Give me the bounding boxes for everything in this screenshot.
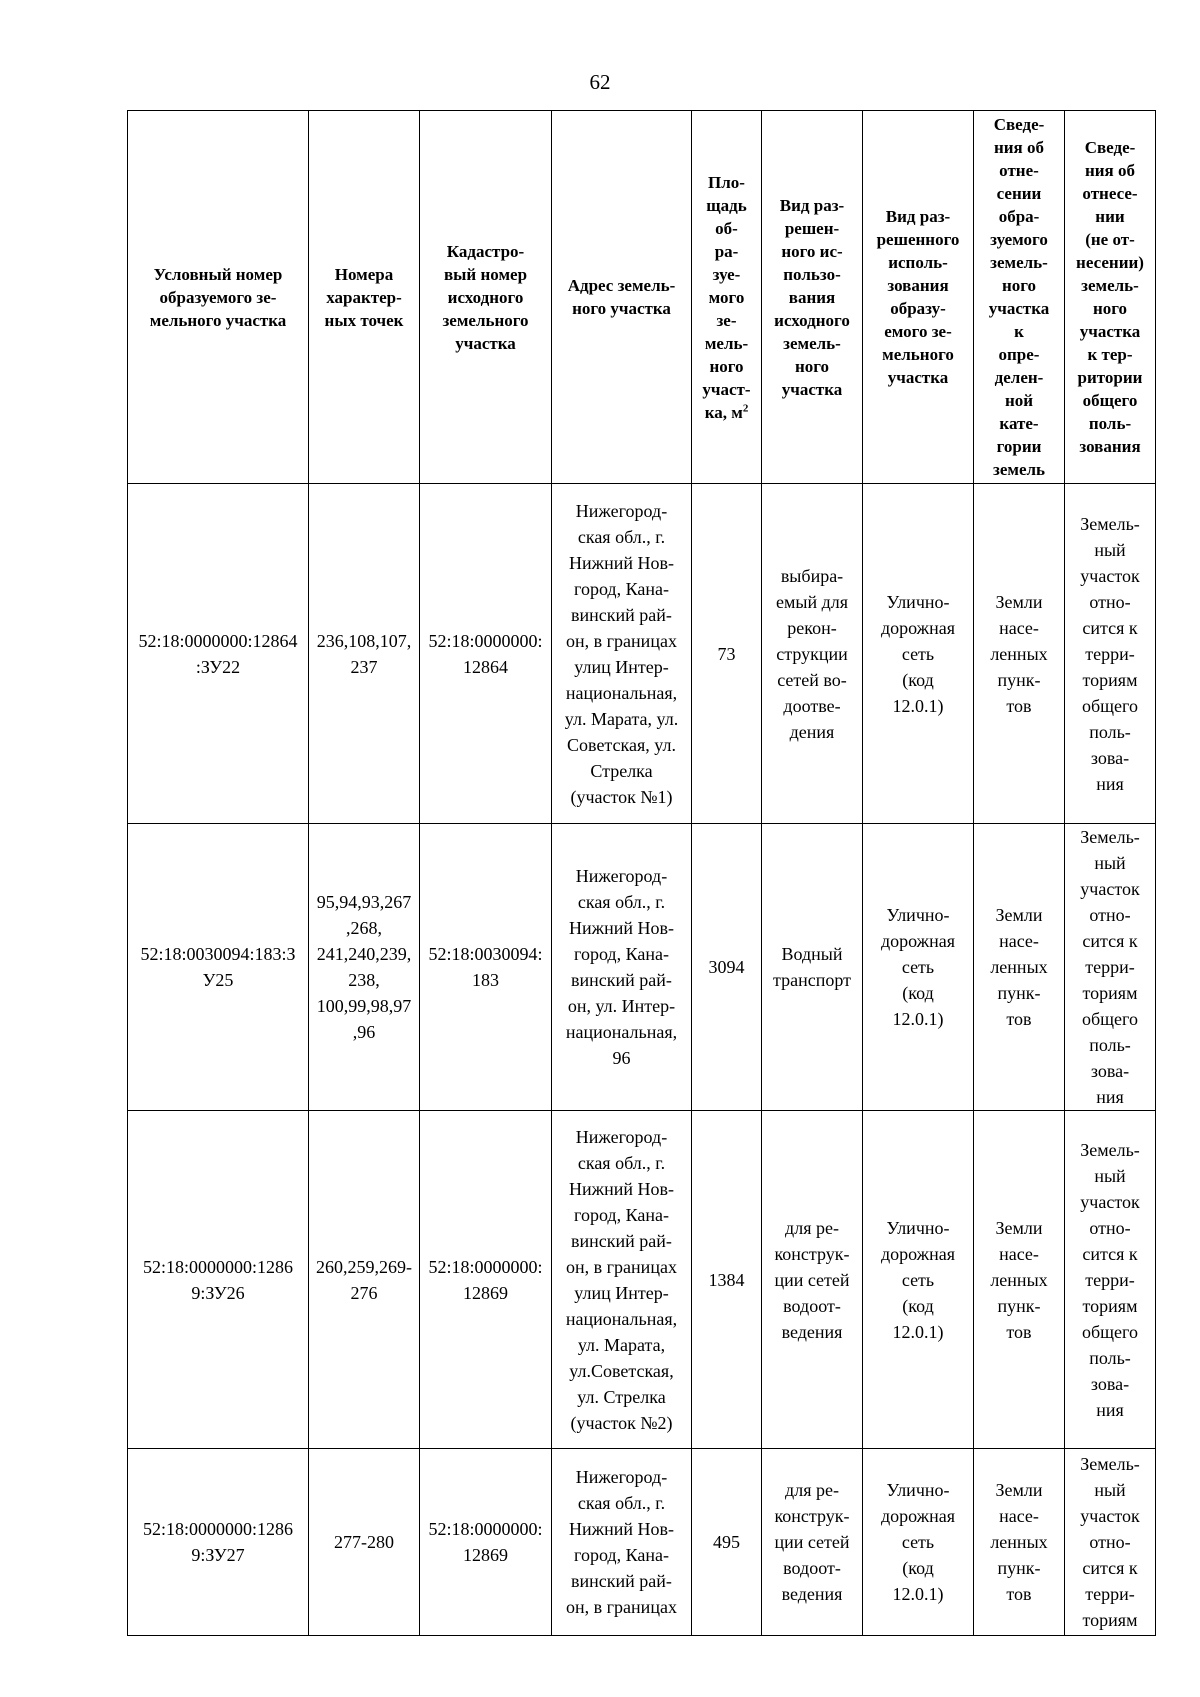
header-points: Номера характер- ных точек bbox=[309, 111, 420, 484]
cell-cadastral: 52:18:0000000: 12869 bbox=[420, 1449, 552, 1636]
cell-category: Земли насе- ленных пунк- тов bbox=[974, 484, 1065, 824]
header-public: Сведе- ния об отнесе- нии (не от- несении) земель- ного участка к тер- ритории общего поль- зования bbox=[1065, 111, 1156, 484]
table-row bbox=[128, 824, 1156, 1111]
header-use-source: Вид раз- решен- ного ис- пользо- вания исходного земель- ного участка bbox=[762, 111, 863, 484]
cell-points: 277-280 bbox=[309, 1449, 420, 1636]
cell-category: Земли насе- ленных пунк- тов bbox=[974, 1111, 1065, 1449]
header-row bbox=[128, 111, 1156, 484]
cell-use-new: Улично- дорожная сеть (код 12.0.1) bbox=[863, 1111, 974, 1449]
area-unit-superscript: 2 bbox=[742, 401, 749, 414]
cell-public: Земель- ный участок отно- сится к терри- ториям общего поль- зова- ния bbox=[1065, 1111, 1156, 1449]
table-row bbox=[128, 1449, 1156, 1636]
cell-cadastral: 52:18:0000000: 12864 bbox=[420, 484, 552, 824]
cell-use-new: Улично- дорожная сеть (код 12.0.1) bbox=[863, 484, 974, 824]
cell-use-new: Улично- дорожная сеть (код 12.0.1) bbox=[863, 1449, 974, 1636]
cell-area: 495 bbox=[692, 1449, 762, 1636]
cell-category: Земли насе- ленных пунк- тов bbox=[974, 824, 1065, 1111]
cell-area: 1384 bbox=[692, 1111, 762, 1449]
table-row bbox=[128, 1111, 1156, 1449]
header-address: Адрес земель- ного участка bbox=[552, 111, 692, 484]
cell-category: Земли насе- ленных пунк- тов bbox=[974, 1449, 1065, 1636]
cell-use-source: для ре- конструк- ции сетей водоот- ведения bbox=[762, 1449, 863, 1636]
cell-public: Земель- ный участок отно- сится к терри- ториям общего поль- зова- ния bbox=[1065, 824, 1156, 1111]
cell-address: Нижегород- ская обл., г. Нижний Нов- город, Кана- винский рай- он, в границах улиц Интер- национальная, ул. Марата, ул.Советская, ул. Стрелка (участок №2) bbox=[552, 1111, 692, 1449]
cell-area: 73 bbox=[692, 484, 762, 824]
cell-area: 3094 bbox=[692, 824, 762, 1111]
cell-use-source: для ре- конструк- ции сетей водоот- ведения bbox=[762, 1111, 863, 1449]
cell-cond-number: 52:18:0030094:183:З У25 bbox=[128, 824, 309, 1111]
page-number: 62 bbox=[589, 70, 611, 94]
cell-address: Нижегород- ская обл., г. Нижний Нов- город, Кана- винский рай- он, в границах улиц Интер- национальная, ул. Марата, ул. Советская, ул. Стрелка (участок №1) bbox=[552, 484, 692, 824]
header-cond-number: Условный номер образуемого зе- мельного участка bbox=[128, 111, 309, 484]
cell-cadastral: 52:18:0030094: 183 bbox=[420, 824, 552, 1111]
header-use-new: Вид раз- решенного исполь- зования образу- емого зе- мельного участка bbox=[863, 111, 974, 484]
cell-points: 260,259,269- 276 bbox=[309, 1111, 420, 1449]
cell-cond-number: 52:18:0000000:1286 9:ЗУ26 bbox=[128, 1111, 309, 1449]
cell-points: 95,94,93,267 ,268, 241,240,239, 238, 100,99,98,97 ,96 bbox=[309, 824, 420, 1111]
cell-cond-number: 52:18:0000000:12864 :ЗУ22 bbox=[128, 484, 309, 824]
cell-cond-number: 52:18:0000000:1286 9:ЗУ27 bbox=[128, 1449, 309, 1636]
header-cadastral: Кадастро- вый номер исходного земельного участка bbox=[420, 111, 552, 484]
cell-public: Земель- ный участок отно- сится к терри- ториям общего поль- зова- ния bbox=[1065, 484, 1156, 824]
cell-address: Нижегород- ская обл., г. Нижний Нов- город, Кана- винский рай- он, в границах bbox=[552, 1449, 692, 1636]
table-row bbox=[128, 484, 1156, 824]
header-area-label: Пло- щадь об- ра- зуе- мого зе- мель- ного участ- ка, м bbox=[702, 172, 751, 422]
cell-cadastral: 52:18:0000000: 12869 bbox=[420, 1111, 552, 1449]
cell-use-source: выбира- емый для рекон- струкции сетей во- доотве- дения bbox=[762, 484, 863, 824]
header-area bbox=[692, 111, 762, 484]
cell-use-source: Водный транспорт bbox=[762, 824, 863, 1111]
header-category: Сведе- ния об отне- сении обра- зуемого земель- ного участка к опре- делен- ной кате- гории земель bbox=[974, 111, 1065, 484]
cell-address: Нижегород- ская обл., г. Нижний Нов- город, Кана- винский рай- он, ул. Интер- национальная, 96 bbox=[552, 824, 692, 1111]
land-plots-table bbox=[127, 110, 1156, 1636]
cell-public: Земель- ный участок отно- сится к терри- ториям bbox=[1065, 1449, 1156, 1636]
cell-points: 236,108,107, 237 bbox=[309, 484, 420, 824]
cell-use-new: Улично- дорожная сеть (код 12.0.1) bbox=[863, 824, 974, 1111]
